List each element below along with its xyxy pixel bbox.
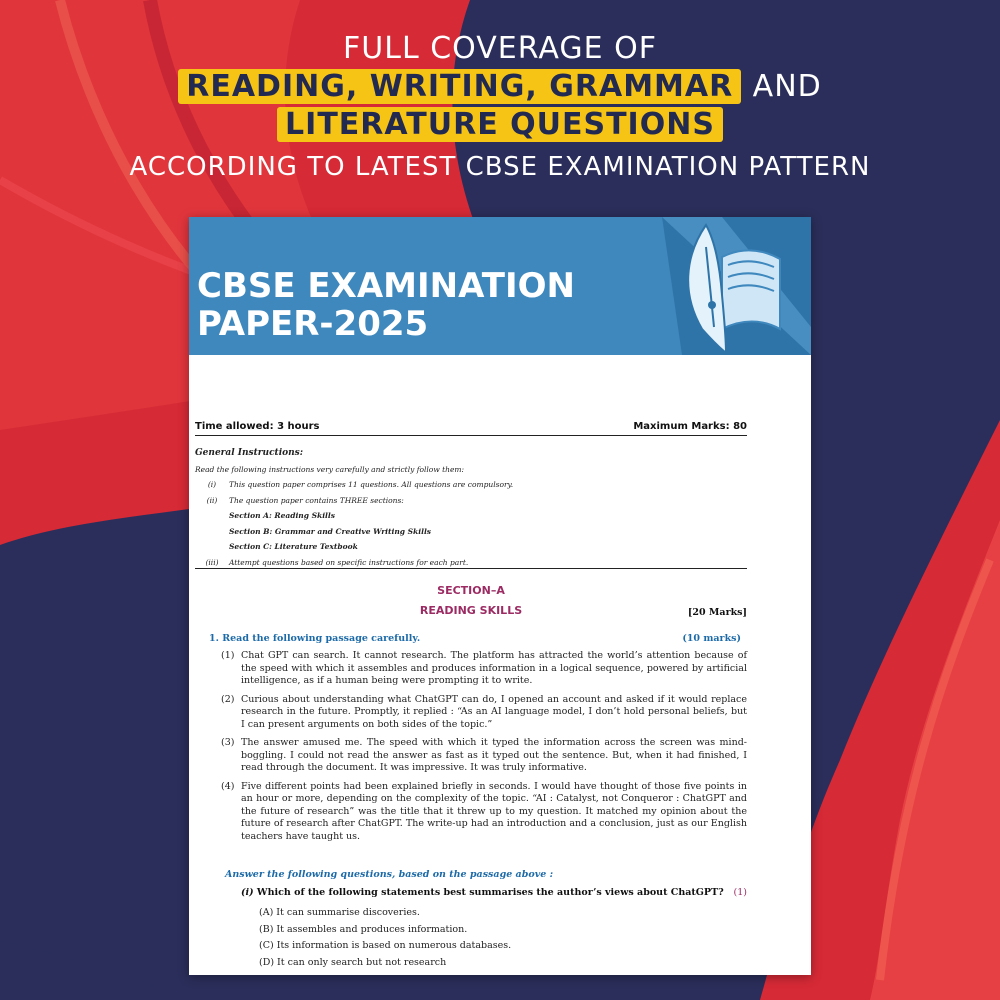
general-instructions xyxy=(195,446,747,570)
section-a-line: Section A: Reading Skills xyxy=(229,511,335,520)
question-1-marks: (10 marks) xyxy=(682,633,741,644)
answer-options xyxy=(259,905,511,971)
section-a-marks: [20 Marks] xyxy=(687,607,747,618)
paragraph-text: Curious about understanding what ChatGPT can do, I opened an account and asked if it would replace research in the future. Promptly, it replied : “As an AI language model, I don’t hold personal beliefs, but I can present arguments on both sides of the topic.” xyxy=(241,693,747,730)
section-a-title: READING SKILLS xyxy=(419,604,523,617)
paper-meta xyxy=(195,421,747,432)
sub-question-text-wrap xyxy=(241,887,724,898)
headline-line-1: FULL COVERAGE OF xyxy=(343,31,657,66)
maximum-marks: Maximum Marks: 80 xyxy=(633,421,747,432)
section-c-line: Section C: Literature Textbook xyxy=(229,542,358,551)
sub-question-text: Which of the following statements best summarises the author’s views about ChatGPT? xyxy=(256,887,724,898)
paragraph-number: (3) xyxy=(221,737,235,748)
sub-question-1 xyxy=(241,887,747,898)
divider-bottom xyxy=(195,568,747,569)
section-a-label: SECTION–A xyxy=(437,584,505,597)
instruction-number: (ii) xyxy=(206,495,218,505)
general-instructions-heading: General Instructions: xyxy=(195,448,304,458)
option-c: (C) Its information is based on numerous databases. xyxy=(259,940,512,951)
time-allowed: Time allowed: 3 hours xyxy=(195,421,320,432)
divider-top xyxy=(195,435,747,436)
pen-nib-book-icon xyxy=(662,217,811,355)
passage xyxy=(221,650,747,849)
paper-title-line-2: PAPER-2025 xyxy=(197,304,429,344)
paper-title-line-1: CBSE EXAMINATION xyxy=(197,266,575,306)
instruction-item xyxy=(195,493,747,509)
paragraph-number: (2) xyxy=(221,693,235,705)
headline-line-4: ACCORDING TO LATEST CBSE EXAMINATION PATTERN xyxy=(129,152,871,182)
instruction-text: This question paper comprises 11 questions. All questions are compulsory. xyxy=(229,480,514,489)
option-b: (B) It assembles and produces information. xyxy=(259,923,468,935)
highlight-literature-questions: LITERATURE QUESTIONS xyxy=(277,107,723,142)
answer-prompt: Answer the following questions, based on the passage above : xyxy=(225,869,554,880)
question-1-header xyxy=(209,633,747,644)
question-1-label: 1. Read the following passage carefully. xyxy=(209,633,421,644)
option-d: (D) It can only search but not research xyxy=(259,956,447,968)
general-instructions-intro: Read the following instructions very carefully and strictly follow them: xyxy=(195,464,465,474)
paper-banner xyxy=(189,217,811,355)
passage-paragraph xyxy=(221,650,747,688)
instruction-number: (iii) xyxy=(205,557,219,567)
exam-paper-page xyxy=(189,217,811,975)
option-a: (A) It can summarise discoveries. xyxy=(259,907,420,918)
headline xyxy=(0,30,1000,186)
headline-line-2 xyxy=(0,68,1000,106)
paragraph-number: (4) xyxy=(221,780,235,792)
passage-paragraph xyxy=(221,781,747,844)
paragraph-text: Chat GPT can search. It cannot research. The platform has attracted the world’s attention because of the speed with which it assembles and produces information in a logical sequence, powered by artificial intelligence, as if a human being were prompting it to write. xyxy=(241,650,747,686)
instruction-number: (i) xyxy=(207,480,217,489)
paragraph-text: Five different points had been explained briefly in seconds. I would have thought of those five points in an hour or more, depending on the complexity of the topic. “AI : Catalyst, not Conqueror : ChatGPT and the future of research” was the title that it threw up to my question. It matched my opinion about the future of research after ChatGPT. The write-up had an introduction and a conclusion, just as our English teachers have taught us. xyxy=(241,780,747,842)
instruction-text: Attempt questions based on specific instructions for each part. xyxy=(229,557,469,567)
paper-title xyxy=(197,267,575,343)
section-b-line: Section B: Grammar and Creative Writing Skills xyxy=(229,526,432,536)
sub-question-number: (i) xyxy=(241,887,254,898)
highlight-reading-writing-grammar: READING, WRITING, GRAMMAR xyxy=(178,69,741,104)
paragraph-number: (1) xyxy=(221,650,235,661)
paragraph-text: The answer amused me. The speed with which it typed the information across the screen was mind-boggling. I could not read the answer as fast as it typed out the sentence. But, when it had finished, I read through the document. It was impressive. It was truly informative. xyxy=(241,737,747,773)
headline-and: AND xyxy=(752,69,822,104)
headline-line-3 xyxy=(0,106,1000,144)
passage-paragraph xyxy=(221,737,747,775)
sub-question-marks: (1) xyxy=(733,887,747,898)
passage-paragraph xyxy=(221,694,747,732)
instruction-text: The question paper contains THREE sections: xyxy=(229,495,404,505)
instruction-item xyxy=(195,477,747,493)
